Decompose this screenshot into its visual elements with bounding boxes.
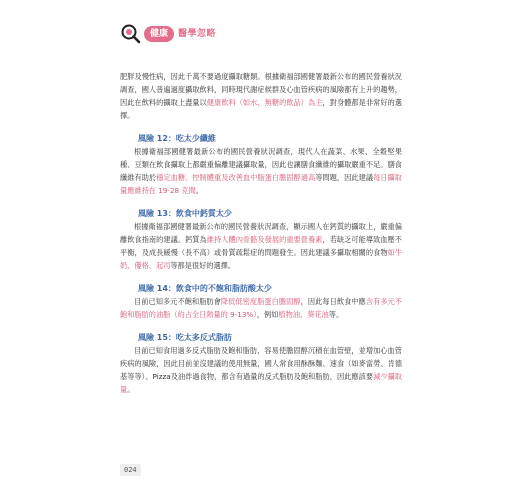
text-run: 。 <box>127 385 135 394</box>
text-run: 根據衛福部國健署最新公布的國民營養狀況調查，顯示國人在鈣質的攝取上，嚴重偏離飲食指南的建議。鈣質為 <box>120 222 402 244</box>
text-run: ，對身體都是非常好的選擇。 <box>120 98 402 120</box>
section-heading-13: 風險 13：飲食中鈣質太少 <box>138 209 232 218</box>
section-paragraph-13 <box>120 220 402 272</box>
text-run: 等。 <box>328 310 344 319</box>
section-heading-12: 風險 12：吃太少纖維 <box>138 134 216 143</box>
main-content <box>120 70 402 396</box>
section-heading-14: 風險 14：飲食中的不飽和脂肪酸太少 <box>138 284 272 293</box>
text-run: ，例如 <box>256 310 279 319</box>
section-paragraph-12 <box>120 145 402 197</box>
text-run: 目前已知多元不飽和脂肪會 <box>134 297 221 306</box>
highlight-text: 減少攝取量 <box>120 372 402 394</box>
header-subtitle: 醫學忽略 <box>178 29 217 39</box>
page-number: 024 <box>120 464 141 476</box>
header-logo <box>120 20 240 48</box>
highlight-text: 含有多元不飽和脂肪的油脂（約占全日熱量的 9-13%） <box>120 297 402 319</box>
highlight-text: 健康飲料（如水、無糖的飲品）為主 <box>206 98 323 107</box>
header-badge: 健康 <box>144 26 174 42</box>
section-heading-15: 風險 15：吃太多反式脂肪 <box>138 333 232 342</box>
magnifier-icon <box>120 23 142 45</box>
text-run: ，若缺乏可能導致血壓不平衡，及成長緩慢（長不高）或骨質疏鬆症的問題發生。因此建議多攝取相關的食物 <box>120 235 402 257</box>
text-run: 目前已知食用過多反式脂肪及飽和脂肪，容易使膽固醇沉積在血管壁，並增加心血管疾病的風險，因此目前並沒建議的使用無量，國人常食用酥酥麵、速食（如麥當勞、肯德基等等）、Pizza及油炸過食物，都含有過量的反式脂肪及飽和脂肪，因此應該要 <box>120 346 402 381</box>
highlight-text: 維持人體內骨骼及發展的重要營養素 <box>206 235 323 244</box>
highlight-text: 植物油、葵花油 <box>278 310 329 319</box>
highlight-text: 每日攝取量應維持在 19-28 克間 <box>120 173 402 195</box>
text-run: 根據衛福部國健署最新公布的國民營養狀況調查，現代人在蔬菜、水果、全穀堅果種、豆類在飲食攝取上都嚴重偏離建議攝取量，因此也讓膳食纖維的攝取嚴重不足。膳食纖維有助於 <box>120 147 402 182</box>
section-paragraph-14 <box>120 295 402 321</box>
intro-paragraph <box>120 70 402 122</box>
text-run: 肥胖及慢性病，因此千萬不要過度攝取糖類。根據衛福部國健署最新公布的國民營養狀況調查，國人普遍過度攝取飲料，同時現代謝症候群及心血管疾病的風險都有上升的趨勢，因此在飲料的攝取上盡量以 <box>120 72 402 107</box>
text-run: ，因此每日飲食中應 <box>300 297 366 306</box>
section-paragraph-15 <box>120 344 402 396</box>
text-run: 。 <box>195 186 203 195</box>
text-run: 等都是很好的選擇。 <box>170 261 236 270</box>
highlight-text: 穩定血糖、控制體重及改善血中脂蛋白膽固醇過高 <box>156 173 316 182</box>
text-run: 等問題，因此建議 <box>315 173 374 182</box>
highlight-text: 降低低密度脂蛋白膽固醇 <box>220 297 301 306</box>
highlight-text: 如牛奶、優格、起司 <box>120 248 402 270</box>
